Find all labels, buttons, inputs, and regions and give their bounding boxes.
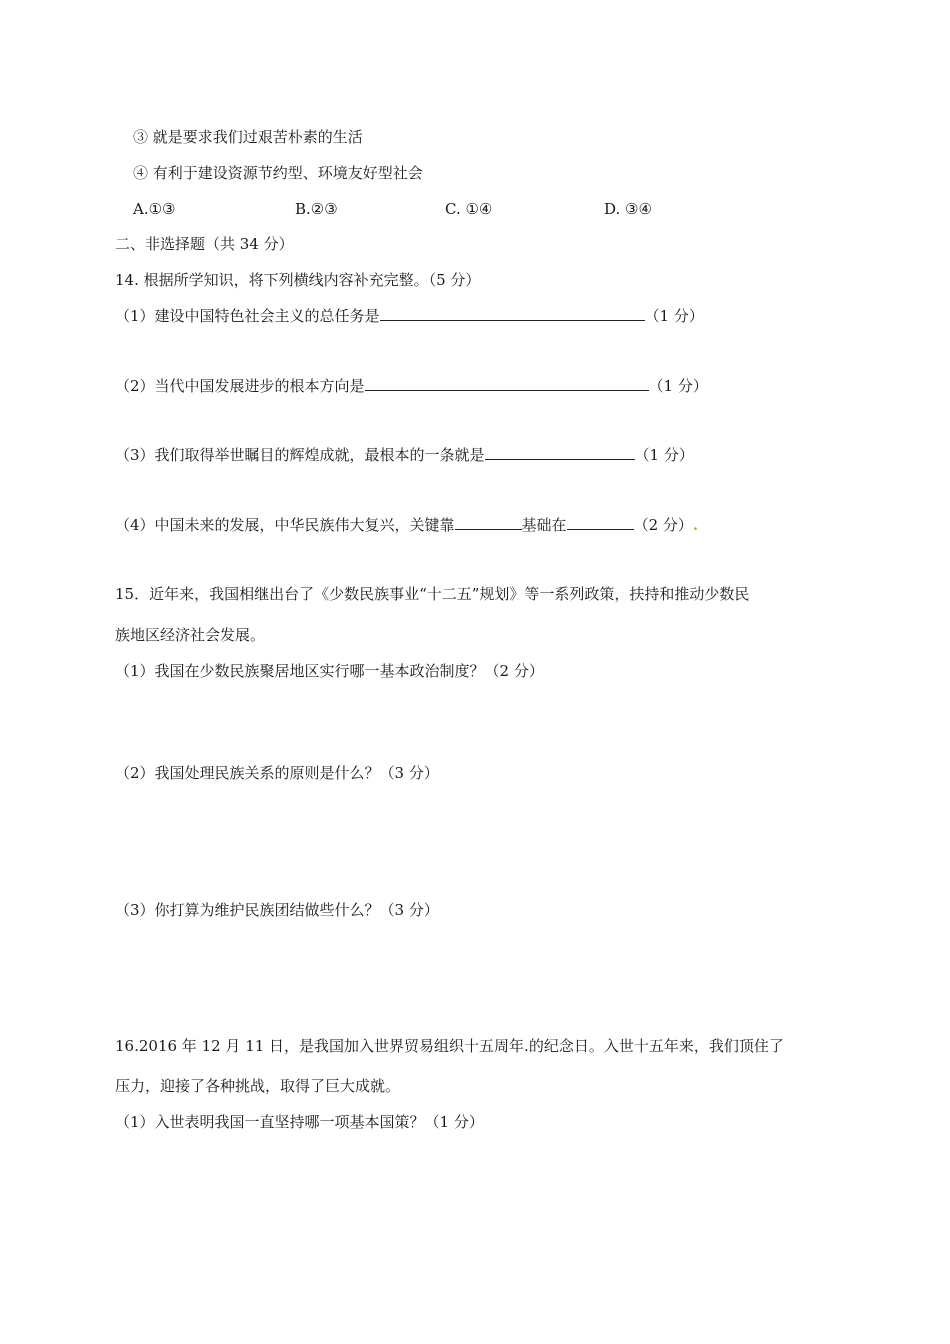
- score-label: （1 分）: [648, 377, 708, 395]
- answer-blank[interactable]: [567, 515, 634, 530]
- q14-part-2: [115, 376, 708, 396]
- score-label: （1 分）: [644, 307, 704, 325]
- answer-blank[interactable]: [455, 515, 522, 530]
- answer-blank[interactable]: [380, 306, 645, 321]
- q14-part-4: [115, 515, 698, 535]
- q13-option-d: D. ③④: [604, 200, 652, 218]
- q14-part-1: [115, 306, 704, 326]
- q14-part-4-text-a: （4）中国未来的发展，中华民族伟大复兴，关键靠: [115, 516, 455, 534]
- score-label: （1 分）: [634, 446, 694, 464]
- q14-part-1-text: （1）建设中国特色社会主义的总任务是: [115, 307, 380, 325]
- q14-part-3: [115, 445, 694, 465]
- q13-option-b: B.②③: [295, 200, 338, 218]
- marker-dot: .: [692, 516, 699, 534]
- q13-item-4: ④ 有利于建设资源节约型、环境友好型社会: [133, 164, 423, 182]
- q15-part-2: （2）我国处理民族关系的原则是什么？（3 分）: [115, 764, 439, 782]
- q15-part-3: （3）你打算为维护民族团结做些什么？（3 分）: [115, 901, 439, 919]
- answer-blank[interactable]: [365, 376, 649, 391]
- q16-part-1: （1）入世表明我国一直坚持哪一项基本国策？（1 分）: [115, 1113, 484, 1131]
- answer-blank[interactable]: [485, 445, 635, 460]
- q15-stem-line-1: 15．近年来，我国相继出台了《少数民族事业“十二五”规划》等一系列政策，扶持和推动少数民: [115, 585, 750, 603]
- q14-part-3-text: （3）我们取得举世瞩目的辉煌成就，最根本的一条就是: [115, 446, 485, 464]
- q13-option-c: C. ①④: [445, 200, 493, 218]
- score-label: （2 分）: [633, 516, 693, 534]
- q13-option-a: A.①③: [133, 200, 176, 218]
- q15-part-1: （1）我国在少数民族聚居地区实行哪一基本政治制度？（2 分）: [115, 662, 544, 680]
- section-heading: 二、非选择题（共 34 分）: [115, 235, 294, 253]
- q15-stem-line-2: 族地区经济社会发展。: [115, 626, 266, 644]
- q16-stem-line-1: 16.2016 年 12 月 11 日，是我国加入世界贸易组织十五周年.的纪念日。入世十五年来，我们顶住了: [115, 1037, 784, 1055]
- q13-item-3: ③ 就是要求我们过艰苦朴素的生活: [133, 128, 363, 146]
- q14-part-4-text-b: 基础在: [521, 516, 567, 534]
- q16-stem-line-2: 压力，迎接了各种挑战，取得了巨大成就。: [115, 1077, 401, 1095]
- q14-stem: 14. 根据所学知识，将下列横线内容补充完整。（5 分）: [115, 271, 481, 289]
- q14-part-2-text: （2）当代中国发展进步的根本方向是: [115, 377, 365, 395]
